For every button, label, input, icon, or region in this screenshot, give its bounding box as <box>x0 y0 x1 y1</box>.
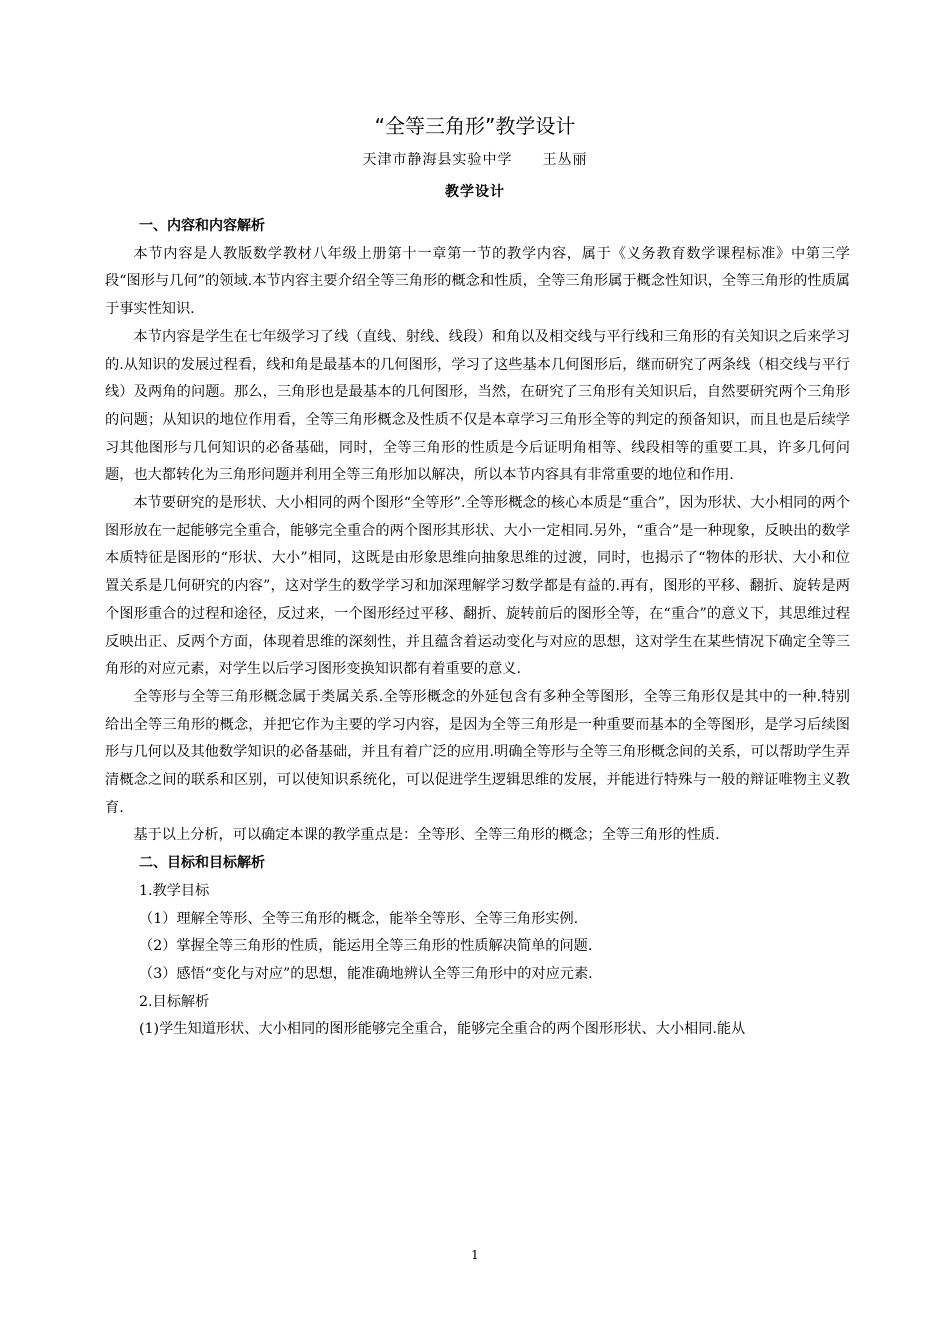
paragraph-1: 本节内容是人教版数学教材八年级上册第十一章第一节的教学内容，属于《义务教育数学课程标准》中第三学段“图形与几何”的领域.本节内容主要介绍全等三角形的概念和性质，全等三角形属于概念性知识，全等三角形的性质属于事实性知识. <box>105 245 850 318</box>
document-body <box>105 213 850 1044</box>
goal-item-2: （2）掌握全等三角形的性质，能运用全等三角形的性质解决简单的问题. <box>139 938 593 955</box>
goal-item-1: （1）理解全等形、全等三角形的概念，能举全等形、全等三角形实例. <box>139 910 579 927</box>
subsection-goal-analysis: 2.目标解析 <box>139 993 210 1010</box>
section-heading-content-analysis: 一、内容和内容解析 <box>139 218 265 234</box>
document-title: “全等三角形”教学设计 <box>374 114 576 138</box>
document-subtitle: 教学设计 <box>445 184 505 200</box>
page-number: 1 <box>471 1248 479 1262</box>
paragraph-5: 基于以上分析，可以确定本课的教学重点是：全等形、全等三角形的概念；全等三角形的性质. <box>133 827 720 844</box>
subsection-teaching-goals: 1.教学目标 <box>139 882 210 899</box>
section-heading-goals: 二、目标和目标解析 <box>139 855 265 872</box>
analysis-item-1: (1)学生知道形状、大小相同的图形能够完全重合，能够完全重合的两个图形形状、大小相同.能从 <box>139 1021 746 1038</box>
paragraph-4: 全等形与全等三角形概念属于类属关系.全等形概念的外延包含有多种全等图形，全等三角形仅是其中的一种.特别给出全等三角形的概念，并把它作为主要的学习内容，是因为全等三角形是一种重要而基本的全等图形，是学习后续图形与几何以及其他数学知识的必备基础，并且有着广泛的应用.明确全等形与全等三角形概念间的关系，可以帮助学生弄清概念之间的联系和区别，可以使知识系统化，可以促进学生逻辑思维的发展，并能进行特殊与一般的辩证唯物主义教育. <box>105 688 850 816</box>
goal-item-3: （3）感悟“变化与对应”的思想，能准确地辨认全等三角形中的对应元素. <box>139 965 593 982</box>
author-line <box>0 149 950 171</box>
author-name: 王丛丽 <box>542 152 588 168</box>
paragraph-2: 本节内容是学生在七年级学习了线（直线、射线、线段）和角以及相交线与平行线和三角形的有关知识之后来学习的.从知识的发展过程看，线和角是最基本的几何图形，学习了这些基本几何图形后，继而研究了两条线（相交线与平行线）及两角的问题。那么，三角形也是最基本的几何图形，当然，在研究了三角形有关知识后，自然要研究两个三角形的问题；从知识的地位作用看，全等三角形概念及性质不仅是本章学习三角形全等的判定的预备知识，而且也是后续学习其他图形与几何知识的必备基础，同时，全等三角形的性质是今后证明角相等、线段相等的重要工具，许多几何问题，也大都转化为三角形问题并利用全等三角形加以解决，所以本节内容具有非常重要的地位和作用. <box>105 328 850 484</box>
author-school: 天津市静海县实验中学 <box>362 152 513 168</box>
paragraph-3: 本节要研究的是形状、大小相同的两个图形“全等形”.全等形概念的核心本质是“重合”，因为形状、大小相同的两个图形放在一起能够完全重合，能够完全重合的两个图形其形状、大小一定相同.另外，“重合”是一种现象，反映出的数学本质特征是图形的“形状、大小”相同，这既是由形象思维向抽象思维的过渡，同时，也揭示了“物体的形状、大小和位置关系是几何研究的内容”，这对学生的数学学习和加深理解学习数学都是有益的.再有，图形的平移、翻折、旋转是两个图形重合的过程和途径，反过来，一个图形经过平移、翻折、旋转前后的图形全等，在“重合”的意义下，其思维过程反映出正、反两个方面，体现着思维的深刻性，并且蕴含着运动变化与对应的思想，这对学生在某些情况下确定全等三角形的对应元素，对学生以后学习图形变换知识都有着重要的意义. <box>105 495 850 678</box>
